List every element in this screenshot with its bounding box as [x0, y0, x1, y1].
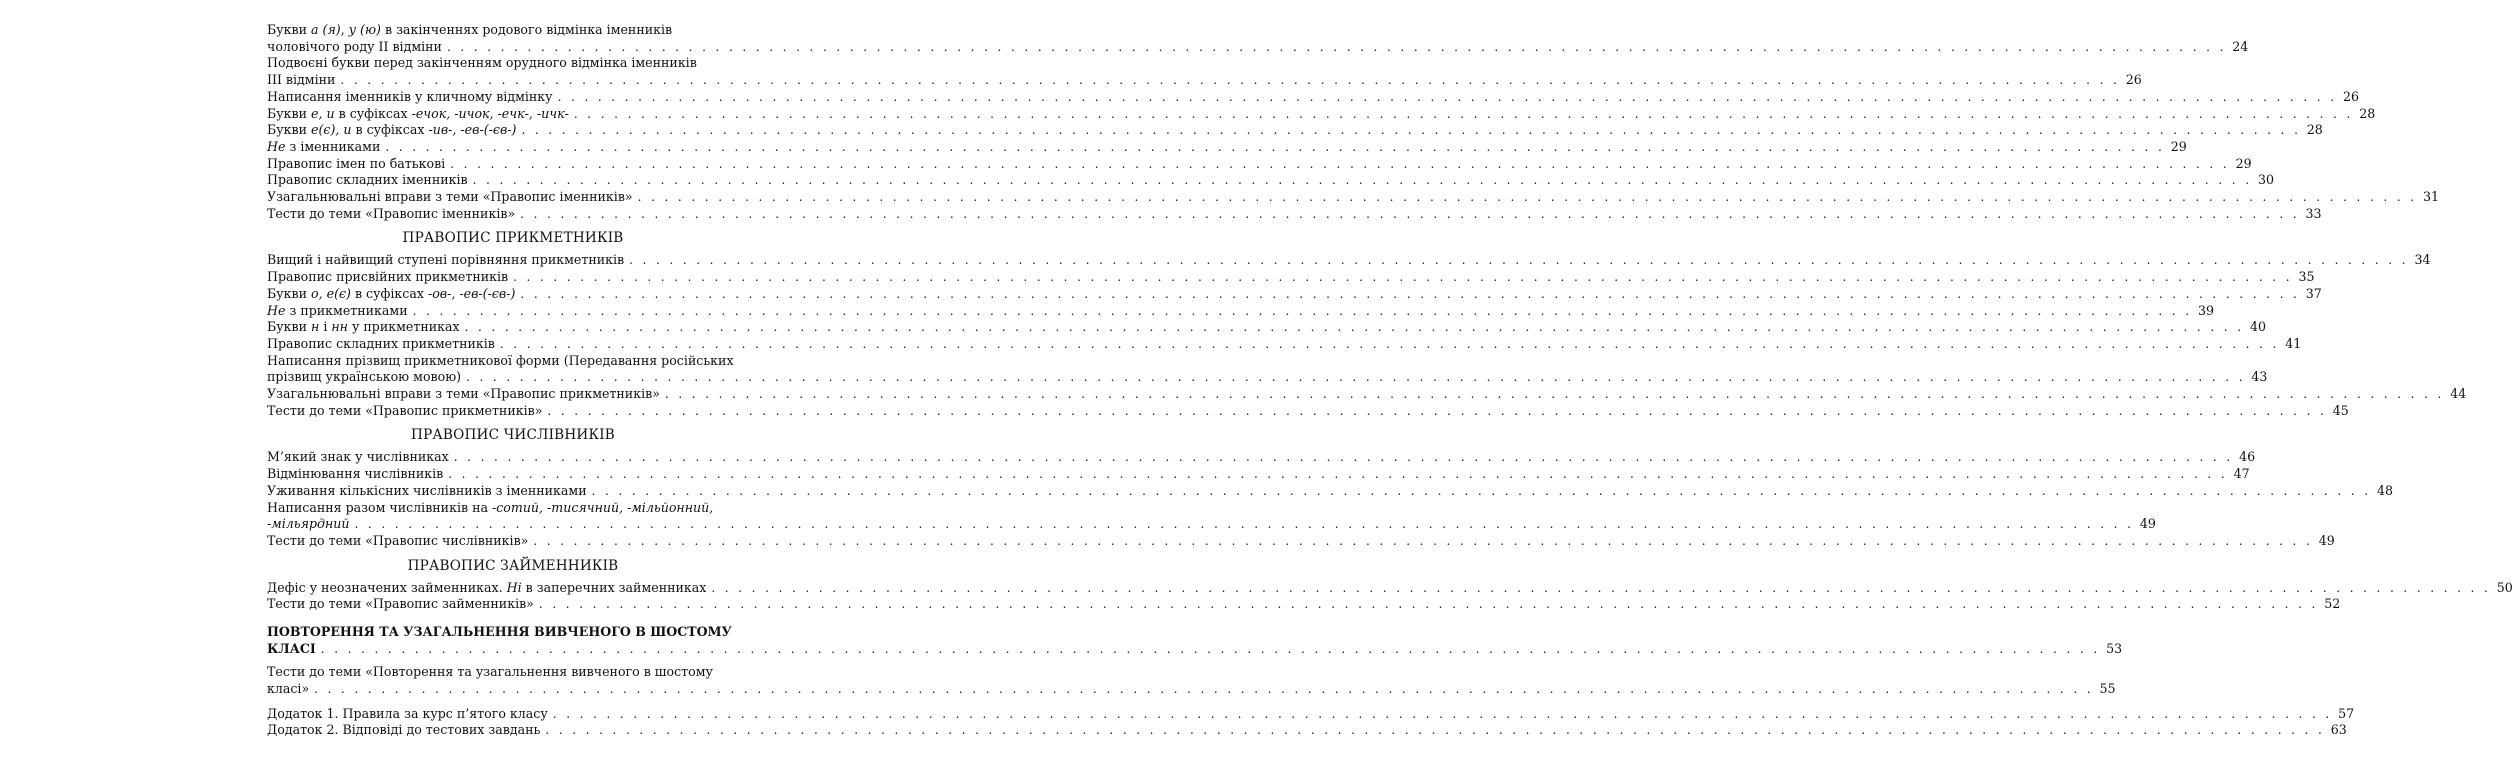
- section-title-pronouns: ПРАВОПИС ЗАЙМЕННИКІВ: [407, 557, 619, 574]
- dot-leader: [629, 252, 2408, 269]
- toc-entry[interactable]: Тести до теми «Правопис іменників» . . . 33: [267, 206, 759, 223]
- toc-entry[interactable]: Не з прикметниками . . . 39: [267, 303, 759, 320]
- page-number: 63: [2330, 722, 2347, 738]
- page-number: 50: [2496, 579, 2513, 595]
- dot-leader: [558, 89, 2337, 106]
- dot-leader: [545, 722, 2324, 739]
- toc-entry[interactable]: Букви о, е(є) в суфіксах -ов-, -ев-(-єв-) . . . 37: [267, 286, 759, 303]
- page-number: 48: [2376, 482, 2393, 498]
- table-of-contents: [267, 22, 2513, 739]
- page-number: 30: [2257, 172, 2274, 188]
- dot-leader: [314, 681, 2093, 698]
- dot-leader: [385, 139, 2164, 156]
- dot-leader: [665, 386, 2444, 403]
- toc-entry[interactable]: Букви н і нн у прикметниках . . . 40: [267, 319, 759, 336]
- toc-entry-review[interactable]: ПОВТОРЕННЯ ТА УЗАГАЛЬНЕННЯ ВИВЧЕНОГО В ШОСТОМУ КЛАСІ . . . 53: [267, 623, 759, 658]
- toc-entry-appendix-1[interactable]: Додаток 1. Правила за курс п’ятого класу . . . 57: [267, 706, 759, 723]
- page-number: 35: [2298, 269, 2315, 285]
- toc-entry[interactable]: Правопис складних іменників . . . 30: [267, 172, 759, 189]
- dot-leader: [520, 206, 2299, 223]
- page-number: 49: [2139, 516, 2156, 532]
- toc-entry[interactable]: Правопис імен по батькові . . . 29: [267, 156, 759, 173]
- dot-leader: [447, 39, 2226, 56]
- toc-entry[interactable]: Подвоєні букви перед закінченням орудного відмінка іменників III відміни . . . 26: [267, 55, 759, 88]
- dot-leader: [355, 516, 2134, 533]
- toc-entry[interactable]: Написання іменників у кличному відмінку . . . 26: [267, 89, 759, 106]
- page-number: 46: [2239, 449, 2256, 465]
- toc-entry[interactable]: М’який знак у числівниках . . . 46: [267, 449, 759, 466]
- dot-leader: [340, 72, 2119, 89]
- dot-leader: [450, 156, 2229, 173]
- page-number: 52: [2324, 596, 2341, 612]
- page-number: 24: [2232, 38, 2249, 54]
- toc-entry[interactable]: Не з іменниками . . . 29: [267, 139, 759, 156]
- dot-leader: [711, 580, 2490, 597]
- section-title-numerals: ПРАВОПИС ЧИСЛІВНИКІВ: [411, 427, 615, 444]
- dot-leader: [574, 106, 2353, 123]
- page-number: 41: [2285, 335, 2302, 351]
- page-number: 49: [2318, 532, 2335, 548]
- page-number: 57: [2338, 705, 2355, 721]
- dot-leader: [500, 336, 2279, 353]
- dot-leader: [413, 303, 2192, 320]
- page-number: 55: [2099, 680, 2116, 696]
- toc-entry[interactable]: Вищий і найвищий ступені порівняння прикметників . . . 34: [267, 252, 759, 269]
- page-number: 47: [2233, 466, 2250, 482]
- dot-leader: [321, 641, 2100, 658]
- page-number: 34: [2414, 252, 2431, 268]
- dot-leader: [448, 466, 2227, 483]
- dot-leader: [521, 122, 2300, 139]
- page-number: 31: [2422, 189, 2440, 205]
- page-number: 33: [2305, 205, 2322, 221]
- dot-leader: [466, 369, 2245, 386]
- toc-entry-appendix-2[interactable]: Додаток 2. Відповіді до тестових завдань . . . 63: [267, 722, 759, 739]
- page-number: 39: [2197, 302, 2214, 318]
- page-number: 28: [2359, 105, 2376, 121]
- page-number: 29: [2170, 138, 2187, 154]
- page-number: 45: [2332, 402, 2349, 418]
- page-number: 29: [2235, 155, 2252, 171]
- toc-entry[interactable]: Узагальнювальні вправи з теми «Правопис прикметників» . . . 44: [267, 386, 759, 403]
- page-number: 43: [2251, 369, 2268, 385]
- toc-entry[interactable]: Тести до теми «Правопис прикметників» . . . 45: [267, 403, 759, 420]
- dot-leader: [473, 172, 2252, 189]
- page-number: 40: [2249, 319, 2266, 335]
- page-number: 53: [2106, 641, 2123, 657]
- toc-entry[interactable]: Тести до теми «Повторення та узагальнення вивченого в шостому класі» . . . 55: [267, 664, 759, 697]
- toc-entry[interactable]: Букви е(є), и в суфіксах -ив-, -ев-(-єв-) . . . 28: [267, 122, 759, 139]
- page-number: 37: [2305, 285, 2322, 301]
- dot-leader: [539, 596, 2318, 613]
- toc-entry[interactable]: Дефіс у неозначених займенниках. Ні в заперечних займенниках . . . 50: [267, 580, 759, 597]
- toc-entry[interactable]: Тести до теми «Правопис займенників» . . . 52: [267, 596, 759, 613]
- toc-entry[interactable]: Узагальнювальні вправи з теми «Правопис іменників» . . . 31: [267, 189, 759, 206]
- toc-entry[interactable]: Уживання кількісних числівників з іменниками . . . 48: [267, 483, 759, 500]
- page-number: 26: [2125, 72, 2142, 88]
- toc-entry[interactable]: Букви а (я), у (ю) в закінченнях родового відмінка іменників чоловічого роду ІІ відміни . . . 24: [267, 22, 759, 55]
- page-number: 44: [2450, 386, 2467, 402]
- toc-entry[interactable]: Написання разом числівників на -сотий, -тисячний, -мільйонний, -мільярдний . . . 49: [267, 500, 759, 533]
- dot-leader: [553, 706, 2332, 723]
- toc-entry[interactable]: Букви е, и в суфіксах -ечок, -ичок, -ечк-, -ичк- . . . 28: [267, 106, 759, 123]
- toc-entry[interactable]: Написання прізвищ прикметникової форми (Передавання російських прізвищ українською мовою) . . . 43: [267, 353, 759, 386]
- toc-entry[interactable]: Правопис складних прикметників . . . 41: [267, 336, 759, 353]
- dot-leader: [592, 483, 2371, 500]
- dot-leader: [513, 269, 2292, 286]
- page-number: 26: [2342, 88, 2359, 104]
- toc-entry[interactable]: Правопис присвійних прикметників . . . 35: [267, 269, 759, 286]
- dot-leader: [638, 189, 2417, 206]
- dot-leader: [533, 533, 2312, 550]
- toc-entry[interactable]: Тести до теми «Правопис числівників» . . . 49: [267, 533, 759, 550]
- dot-leader: [520, 286, 2299, 303]
- section-title-adjectives: ПРАВОПИС ПРИКМЕТНИКІВ: [402, 230, 624, 247]
- dot-leader: [547, 403, 2326, 420]
- dot-leader: [465, 319, 2244, 336]
- page-number: 28: [2306, 122, 2323, 138]
- toc-entry[interactable]: Відмінювання числівників . . . 47: [267, 466, 759, 483]
- dot-leader: [454, 449, 2233, 466]
